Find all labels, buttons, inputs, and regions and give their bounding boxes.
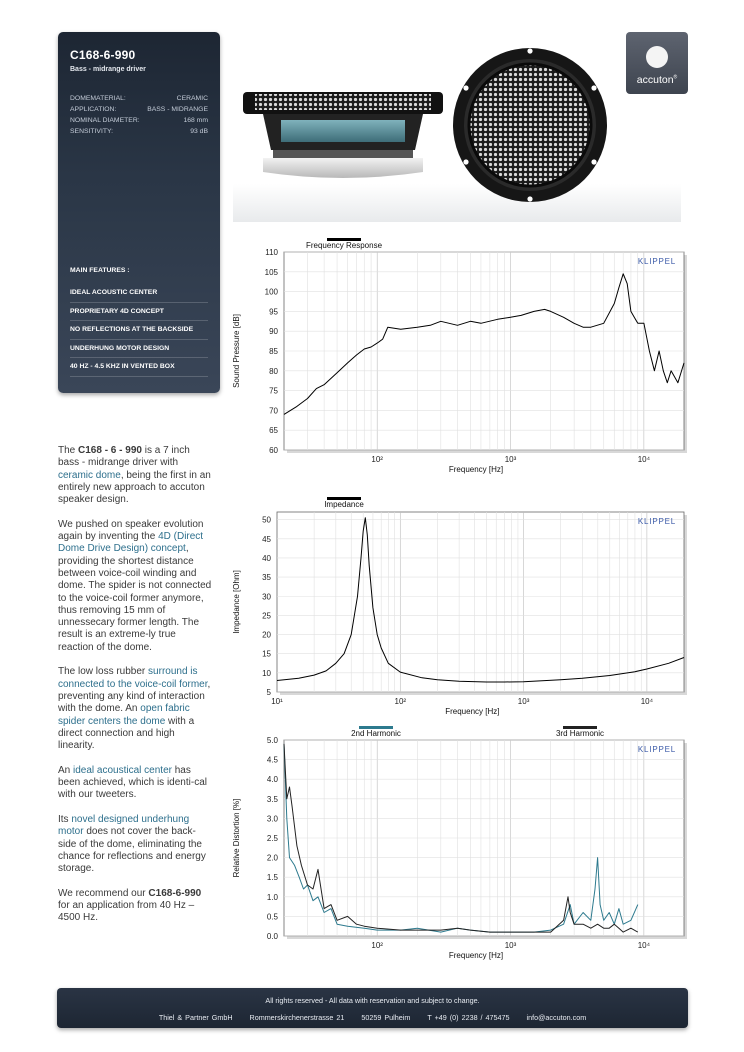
text: , being the first in an entirely new approach to accuton speaker design. [58, 469, 211, 506]
text: The low loss rubber [58, 666, 149, 678]
spec-label: DOMEMATERIAL: [70, 95, 126, 102]
y-tick-label: 45 [262, 534, 271, 544]
highlight: ceramic dome [58, 469, 121, 481]
text: , preventing any kind of interaction with the dome. An [58, 678, 211, 715]
feature-item: UNDERHUNG MOTOR DESIGN [70, 340, 208, 359]
y-tick-label: 3.0 [266, 814, 278, 824]
y-tick-label: 10 [262, 668, 271, 678]
y-tick-label: 50 [262, 515, 271, 525]
text: is a 7 inch bass - midrange driver with [58, 445, 190, 469]
y-tick-label: 2.0 [266, 853, 278, 863]
logo-text [626, 74, 688, 86]
y-tick-label: 4.5 [266, 755, 278, 765]
footer-disclaimer: All rights reserved - All data with reservation and subject to change. [265, 996, 480, 1005]
side-view [243, 92, 443, 178]
y-tick-label: 85 [269, 347, 278, 356]
x-axis-label: Frequency [Hz] [445, 707, 500, 716]
x-tick-label: 10⁴ [640, 697, 654, 706]
model-ref: C168-6-990 [148, 887, 202, 899]
text: , providing the shortest distance between voice-coil winding and dome. The spider is not connected to the voice-coil former anymore, thus removing 15 mm of unnessecary former length. The result is an extreme-ly true reaction of the dome. [58, 543, 212, 653]
footer [57, 988, 688, 1028]
highlight: open fabric spider centers the dome [58, 703, 190, 727]
text: does not cover the back-side of the dome, eliminating the chance for reflections and energy storage. [58, 826, 206, 875]
x-axis-label: Frequency [Hz] [448, 951, 504, 960]
text: The [58, 445, 79, 456]
footer-address: Rommerskirchenerstrasse 21 [249, 1013, 345, 1022]
footer-city: 50259 Pulheim [361, 1013, 411, 1022]
y-tick-label: 75 [269, 386, 278, 396]
spec-value: CERAMIC [176, 95, 208, 102]
feature-item: NO REFLECTIONS AT THE BACKSIDE [70, 321, 208, 340]
y-tick-label: 5 [266, 688, 271, 697]
spec-list [70, 93, 208, 137]
x-tick-label: 10³ [504, 455, 517, 464]
spec-label: SENSITIVITY: [70, 128, 114, 135]
paragraph [58, 765, 213, 802]
y-tick-label: 70 [269, 406, 278, 416]
x-tick-label: 10³ [517, 697, 530, 706]
y-axis-label: Relative Distortion [%] [232, 798, 241, 878]
spec-value: 168 mm [183, 117, 208, 124]
highlight: surround is connected to the voice-coil former [58, 666, 208, 690]
highlight: ideal acoustical center [73, 764, 172, 776]
y-tick-label: 35 [262, 573, 271, 583]
description [58, 445, 213, 937]
front-view [453, 48, 607, 202]
driver-illustration [233, 32, 681, 222]
highlight: novel designed underhung motor [58, 813, 190, 838]
y-axis-label: Impedance [Ohm] [232, 570, 241, 634]
y-tick-label: 65 [269, 426, 278, 436]
feature-item: PROPRIETARY 4D CONCEPT [70, 303, 208, 322]
product-photo [233, 32, 681, 222]
y-tick-label: 60 [269, 446, 278, 455]
y-tick-label: 0.5 [266, 912, 278, 922]
x-axis-label: Frequency [Hz] [448, 465, 504, 474]
spec-row [70, 115, 208, 126]
spec-value: 93 dB [190, 128, 208, 135]
text: with a direct connection and high linearity. [58, 715, 195, 752]
text: for an application from 40 Hz – 4500 Hz. [58, 899, 195, 924]
spec-row [70, 93, 208, 104]
y-tick-label: 105 [264, 267, 278, 277]
paragraph [58, 666, 213, 752]
frequency-response-chart [229, 238, 689, 474]
registered-mark: ® [673, 74, 678, 81]
footer-contact [57, 1013, 688, 1022]
x-tick-label: 10² [371, 455, 383, 464]
brand-name: accuton [636, 74, 674, 86]
highlight: 4D (Direct Dome Drive Design) concept [58, 531, 204, 555]
legend-label: Frequency Response [305, 241, 383, 250]
spec-row [70, 126, 208, 137]
klippel-watermark: KLIPPEL [637, 745, 676, 754]
paragraph [58, 888, 213, 925]
x-tick-label: 10² [394, 697, 407, 706]
spec-value: BASS - MIDRANGE [147, 106, 208, 113]
text: We recommend our [58, 887, 149, 899]
accuton-logo [626, 32, 688, 94]
legend-label: 3rd Harmonic [555, 729, 605, 738]
klippel-watermark: KLIPPEL [637, 517, 676, 526]
paragraph [58, 814, 213, 875]
y-tick-label: 15 [262, 649, 271, 659]
logo-mark-icon [646, 46, 668, 68]
x-tick-label: 10² [371, 941, 383, 950]
features-title: MAIN FEATURES : [70, 267, 130, 274]
footer-company: Thiel & Partner GmbH [158, 1013, 233, 1022]
feature-item: 40 HZ - 4.5 KHZ IN VENTED BOX [70, 358, 208, 377]
y-axis-label: Sound Pressure [dB] [232, 314, 241, 388]
impedance-chart [229, 482, 689, 718]
y-tick-label: 25 [262, 611, 271, 621]
spec-label: APPLICATION: [70, 106, 117, 113]
footer-phone: T +49 (0) 2238 / 475475 [427, 1013, 510, 1022]
spec-row [70, 104, 208, 115]
model-ref: C168 - 6 - 990 [78, 445, 142, 456]
y-tick-label: 110 [265, 248, 278, 257]
y-tick-label: 4.0 [266, 775, 278, 785]
footer-email[interactable]: info@accuton.com [526, 1013, 587, 1022]
text: We pushed on speaker evolution again by inventing the [58, 518, 204, 543]
legend-label: 2nd Harmonic [351, 729, 401, 738]
x-tick-label: 10³ [504, 941, 517, 950]
y-tick-label: 80 [269, 366, 278, 376]
text: has been achieved, which is identi-cal with our tweeters. [58, 764, 207, 801]
y-tick-label: 20 [262, 630, 271, 640]
x-tick-label: 10⁴ [637, 941, 651, 950]
y-tick-label: 0.0 [266, 932, 278, 941]
model-subtitle: Bass - midrange driver [70, 66, 146, 73]
y-tick-label: 95 [269, 307, 278, 317]
x-tick-label: 10¹ [271, 697, 283, 706]
model-title: C168-6-990 [70, 48, 136, 62]
y-tick-label: 5.0 [266, 736, 278, 745]
y-tick-label: 40 [262, 553, 271, 563]
legend-label: Impedance [324, 500, 364, 509]
text: An [58, 764, 74, 776]
y-tick-label: 2.5 [266, 834, 278, 843]
features-list [70, 284, 208, 377]
y-tick-label: 100 [264, 287, 278, 297]
y-tick-label: 1.5 [266, 873, 278, 883]
x-tick-label: 10⁴ [637, 455, 651, 464]
y-tick-label: 90 [269, 327, 278, 337]
text: Its [58, 813, 72, 825]
y-tick-label: 30 [262, 592, 271, 602]
y-tick-label: 3.5 [266, 794, 278, 804]
paragraph [58, 519, 213, 654]
paragraph [58, 445, 213, 506]
y-tick-label: 1.0 [266, 892, 278, 902]
feature-item: IDEAL ACOUSTIC CENTER [70, 284, 208, 303]
spec-label: NOMINAL DIAMETER: [70, 117, 140, 124]
spec-panel [58, 32, 220, 393]
distortion-chart [229, 724, 689, 960]
klippel-watermark: KLIPPEL [637, 257, 676, 266]
